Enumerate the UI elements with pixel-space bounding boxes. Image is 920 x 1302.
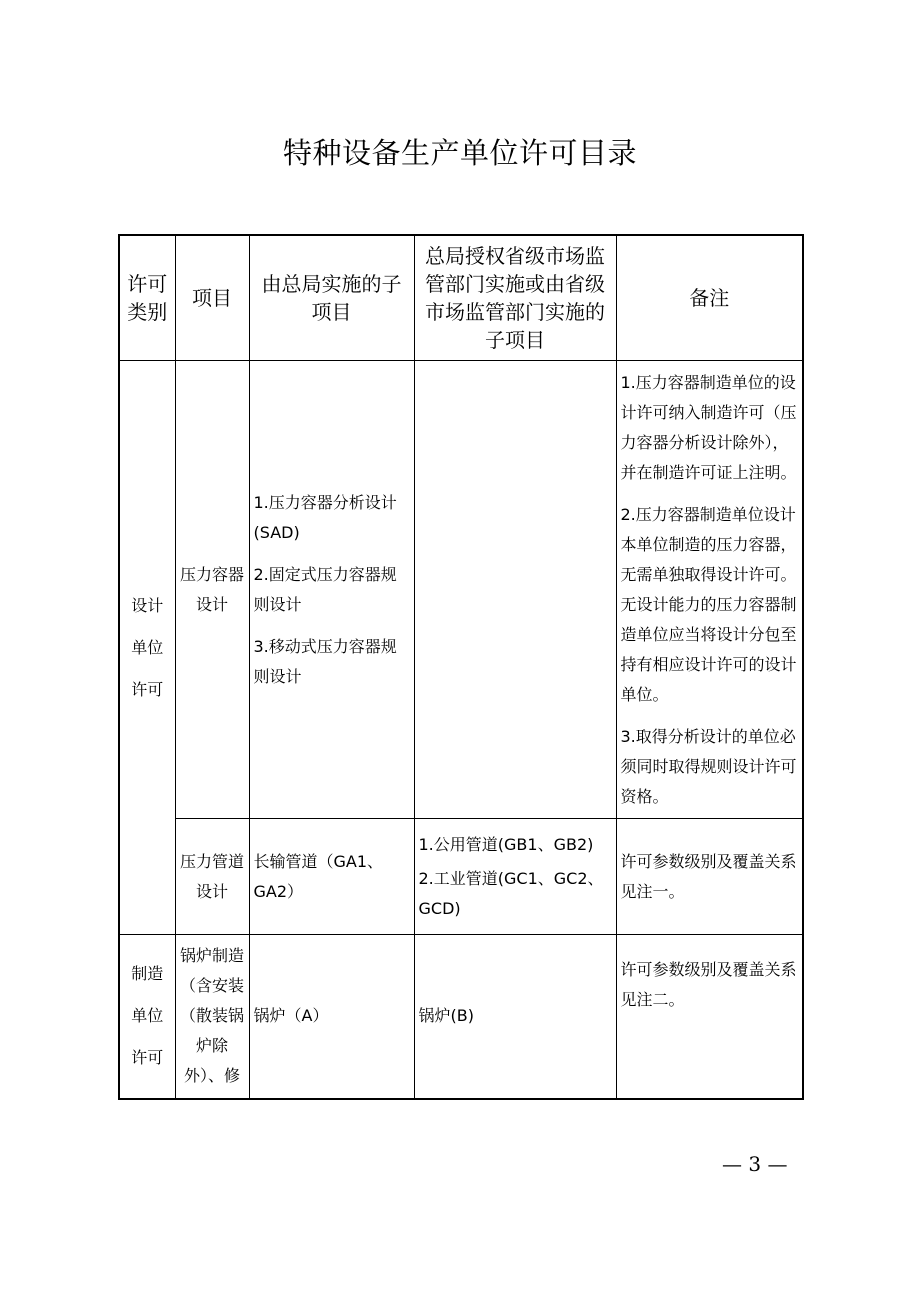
subitem: 锅炉(B)	[418, 1006, 474, 1026]
subitem: 3.移动式压力容器规则设计	[253, 636, 397, 686]
category-cell	[119, 935, 175, 1099]
category-label: 制造单位许可	[131, 964, 164, 1068]
category-cell	[119, 361, 175, 935]
item-label: 锅炉制造（含安装（散装锅炉除外）、修	[179, 946, 244, 1086]
subitem: 锅炉（A）	[253, 1006, 329, 1026]
category-label: 设计单位许可	[131, 595, 164, 699]
remarks-cell	[616, 819, 803, 935]
subitem: 2.工业管道(GC1、GC2、GCD)	[418, 868, 604, 918]
subitem: 1.公用管道(GB1、GB2)	[418, 834, 594, 854]
header-provincial-subitems: 总局授权省级市场监管部门实施或由省级市场监管部门实施的子项目	[414, 235, 616, 361]
item-cell	[175, 819, 249, 935]
remark: 3.取得分析设计的单位必须同时取得规则设计许可资格。	[620, 726, 797, 806]
remarks-cell	[616, 361, 803, 819]
table-row	[119, 935, 803, 1099]
header-category: 许可类别	[119, 235, 175, 361]
item-cell	[175, 935, 249, 1099]
national-subitems-cell	[249, 361, 414, 819]
item-label: 压力管道设计	[179, 851, 244, 901]
provincial-subitems-cell	[414, 935, 616, 1099]
provincial-subitems-cell	[414, 819, 616, 935]
remark: 许可参数级别及覆盖关系见注一。	[620, 851, 797, 901]
header-item: 项目	[175, 235, 249, 361]
table-header-row	[119, 235, 803, 361]
subitem: 1.压力容器分析设计(SAD)	[253, 492, 397, 542]
table-row	[119, 361, 803, 819]
remark: 2.压力容器制造单位设计本单位制造的压力容器，无需单独取得设计许可。无设计能力的压力容器制造单位应当将设计分包至持有相应设计许可的设计单位。	[620, 504, 797, 704]
provincial-subitems-cell	[414, 361, 616, 819]
item-label: 压力容器设计	[179, 564, 244, 614]
subitem: 2.固定式压力容器规则设计	[253, 564, 397, 614]
remark: 许可参数级别及覆盖关系见注二。	[620, 960, 797, 1009]
national-subitems-cell	[249, 935, 414, 1099]
header-national-subitems: 由总局实施的子项目	[249, 235, 414, 361]
page-title: 特种设备生产单位许可目录	[282, 136, 637, 170]
page-number: — 3 —	[722, 1152, 788, 1176]
item-cell	[175, 361, 249, 819]
remarks-cell	[616, 935, 803, 1099]
permit-catalog-table	[118, 234, 804, 1100]
header-remarks: 备注	[616, 235, 803, 361]
table-row	[119, 819, 803, 935]
subitem: 长输管道（GA1、GA2）	[253, 851, 384, 901]
remark: 1.压力容器制造单位的设计许可纳入制造许可（压力容器分析设计除外），并在制造许可证上注明。	[620, 372, 797, 482]
national-subitems-cell	[249, 819, 414, 935]
